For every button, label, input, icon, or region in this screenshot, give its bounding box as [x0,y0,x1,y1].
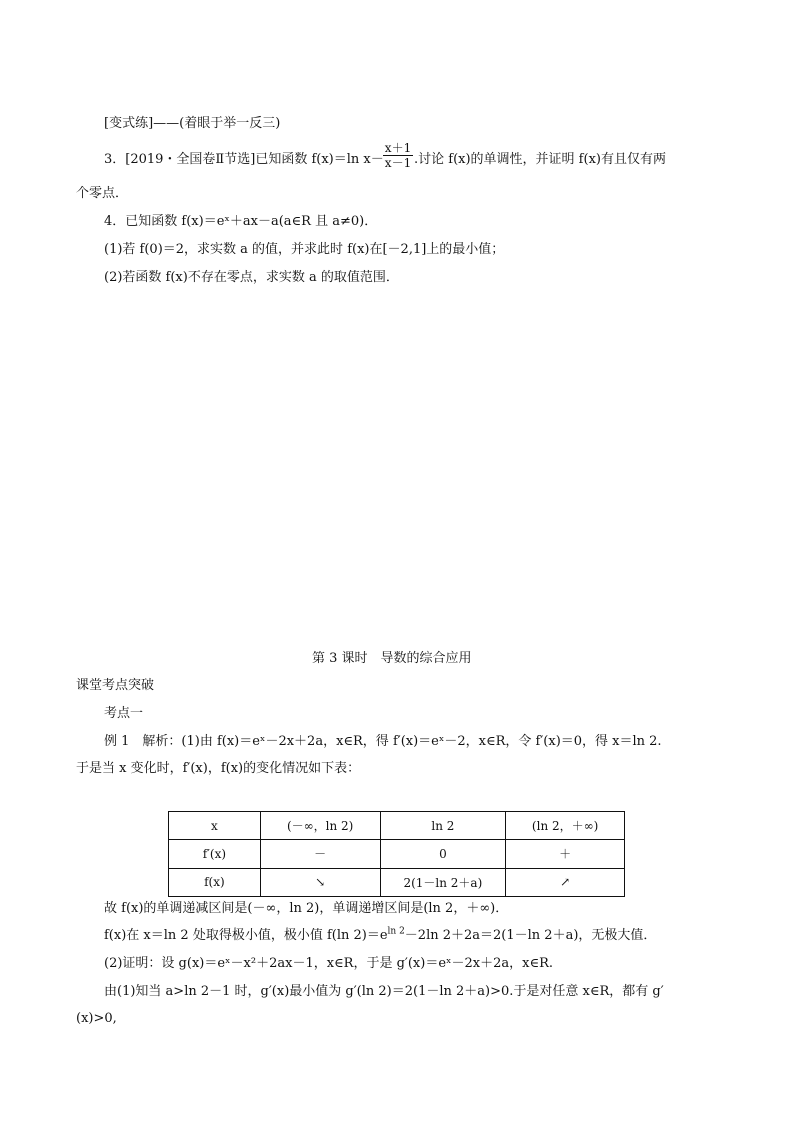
solution-line2 [104,927,656,945]
example-1-line1: 例 1 解析：(1)由 f(x)＝eˣ－2x＋2a，x∈R，得 f′(x)＝eˣ－2，x∈R，令 f′(x)＝0，得 x＝ln 2. [104,734,662,749]
table-cell: (ln 2，＋∞) [506,812,625,840]
question-3-part2: .讨论 f(x)的单调性，并证明 f(x)有且仅有两 [414,152,666,167]
question-3-line2: 个零点． [76,186,129,201]
table-cell: x [169,812,261,840]
question-3-part1: 3．[2019・全国卷Ⅱ节选]已知函数 f(x)＝ln x－ [104,152,384,167]
table-cell: ln 2 [380,812,506,840]
question-4-part2: (2)若函数 f(x)不存在零点，求实数 a 的取值范围． [104,270,399,285]
table-cell: f′(x) [169,840,261,868]
table-cell: (－∞，ln 2) [260,812,380,840]
table-cell: 2(1－ln 2＋a) [380,868,506,896]
table-row [169,812,625,840]
table-row [169,840,625,868]
solution-line1: 故 f(x)的单调递减区间是(－∞，ln 2)，单调递增区间是(ln 2，＋∞)． [104,901,509,916]
table-cell: 0 [380,840,506,868]
question-4-part1: (1)若 f(0)＝2，求实数 a 的值，并求此时 f(x)在[－2,1]上的最小值； [104,242,505,257]
lesson-title: 第 3 课时 导数的综合应用 [312,651,472,666]
solution-line2-b: －2ln 2＋2a＝2(1－ln 2＋a)，无极大值． [404,928,657,943]
solution-line2-a: f(x)在 x＝ln 2 处取得极小值，极小值 f(ln 2)＝e [104,928,388,943]
table-cell: ＋ [506,840,625,868]
increasing-arrow-icon: ↗ [506,868,625,896]
practice-header: [变式练]——(着眼于举一反三) [104,116,281,131]
question-3-fraction [383,141,413,170]
example-1-line2: 于是当 x 变化时，f′(x)，f(x)的变化情况如下表： [76,761,361,776]
question-4: 4．已知函数 f(x)＝eˣ＋ax－a(a∈R 且 a≠0)． [104,214,378,229]
exponent: ln 2 [387,926,405,937]
section-heading: 课堂考点突破 [76,678,155,693]
fraction-numerator: x＋1 [384,141,412,155]
variation-table [168,811,625,897]
point-heading: 考点一 [104,706,144,721]
decreasing-arrow-icon: ↘ [260,868,380,896]
proof-line3: (x)>0, [76,1011,117,1026]
table-cell: f(x) [169,868,261,896]
table-row [169,868,625,896]
table-cell: － [260,840,380,868]
proof-line1: (2)证明：设 g(x)＝eˣ－x²＋2ax－1，x∈R，于是 g′(x)＝eˣ－2x＋2a，x∈R. [104,956,554,971]
fraction-denominator: x－1 [384,156,412,170]
proof-line2: 由(1)知当 a>ln 2－1 时，g′(x)最小值为 g′(ln 2)＝2(1－ln 2＋a)>0.于是对任意 x∈R，都有 g′ [104,984,664,999]
